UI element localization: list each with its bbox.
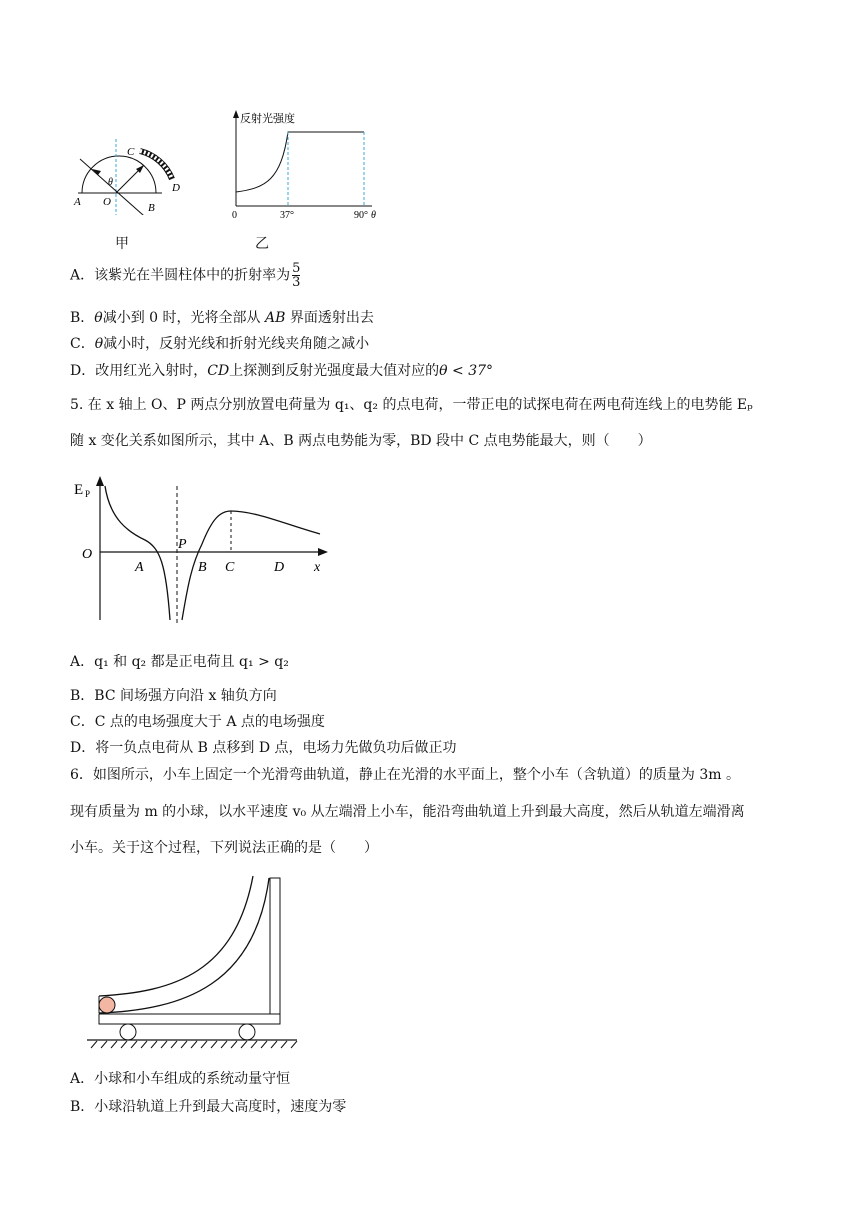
fraction: $\frac{5}{3}$ — [292, 261, 301, 290]
ep-label-P: P — [178, 537, 187, 552]
label-B: B — [148, 202, 155, 214]
figure-cart-track — [85, 872, 300, 1052]
yi-tick-0: 0 — [232, 210, 237, 221]
q4-option-c: C．θ减小时，反射光线和折射光线夹角随之减小 — [70, 336, 370, 352]
label-O: O — [103, 196, 111, 208]
q6-stem-1: 6．如图所示，小车上固定一个光滑弯曲轨道，静止在光滑的水平面上，整个小车（含轨道）的质量为 3m 。 — [70, 767, 740, 783]
q5-stem-2: 随 x 变化关系如图所示，其中 A、B 两点电势能为零，BD 段中 C 点电势能最大，则（ ） — [70, 433, 652, 449]
caption-yi: 乙 — [255, 236, 269, 252]
q5-option-c: C．C 点的电场强度大于 A 点的电场强度 — [70, 714, 325, 730]
label-C: C — [127, 146, 135, 158]
label-D: D — [172, 182, 180, 194]
figure-jia — [70, 135, 190, 215]
yi-tick-37: 37° — [280, 210, 294, 221]
label-A: A — [74, 196, 81, 208]
figure-ep-x — [70, 474, 340, 634]
q5-option-d: D．将一负点电荷从 B 点移到 D 点，电场力先做负功后做正功 — [70, 740, 457, 756]
ep-label-O: O — [82, 547, 93, 562]
q5-stem-1: 5. 在 x 轴上 O、P 两点分别放置电荷量为 q₁、q₂ 的点电荷，一带正电的试探电荷在两电荷连线上的电势能 Eₚ — [70, 397, 753, 413]
ep-label-C: C — [225, 560, 235, 575]
q5-option-b: B．BC 间场强方向沿 x 轴负方向 — [70, 688, 277, 704]
q4-option-b: B．θ减小到 0 时，光将全部从 AB 界面透射出去 — [70, 310, 374, 326]
q6-option-b: B．小球沿轨道上升到最大高度时，速度为零 — [70, 1099, 347, 1115]
q6-stem-2: 现有质量为 m 的小球，以水平速度 v₀ 从左端滑上小车，能沿弯曲轨道上升到最大高度，然后从轨道左端滑离 — [70, 804, 745, 820]
ep-label-A: A — [135, 560, 144, 575]
yi-tick-theta: θ — [371, 210, 376, 221]
q6-stem-3: 小车。关于这个过程，下列说法正确的是（ ） — [70, 840, 378, 856]
q6-option-a: A．小球和小车组成的系统动量守恒 — [70, 1071, 291, 1087]
ep-ylabel: E — [74, 482, 84, 498]
yi-tick-90: 90° — [354, 210, 368, 221]
caption-jia: 甲 — [115, 236, 129, 252]
q4-option-a: A．该紫光在半圆柱体中的折射率为 $\frac{5}{3}$ — [70, 261, 301, 290]
ep-label-x: x — [314, 560, 321, 575]
yi-ylabel: 反射光强度 — [240, 113, 295, 125]
q5-option-a: A．q₁ 和 q₂ 都是正电荷且 q₁ > q₂ — [70, 654, 289, 670]
figure-yi — [226, 110, 376, 225]
ep-label-B: B — [198, 560, 207, 575]
label-theta: θ — [108, 177, 113, 188]
ep-label-D: D — [274, 560, 285, 575]
q4-option-d: D．改用红光入射时，CD上探测到反射光强度最大值对应的θ < 37° — [70, 363, 494, 379]
ep-ysub: P — [85, 489, 91, 499]
